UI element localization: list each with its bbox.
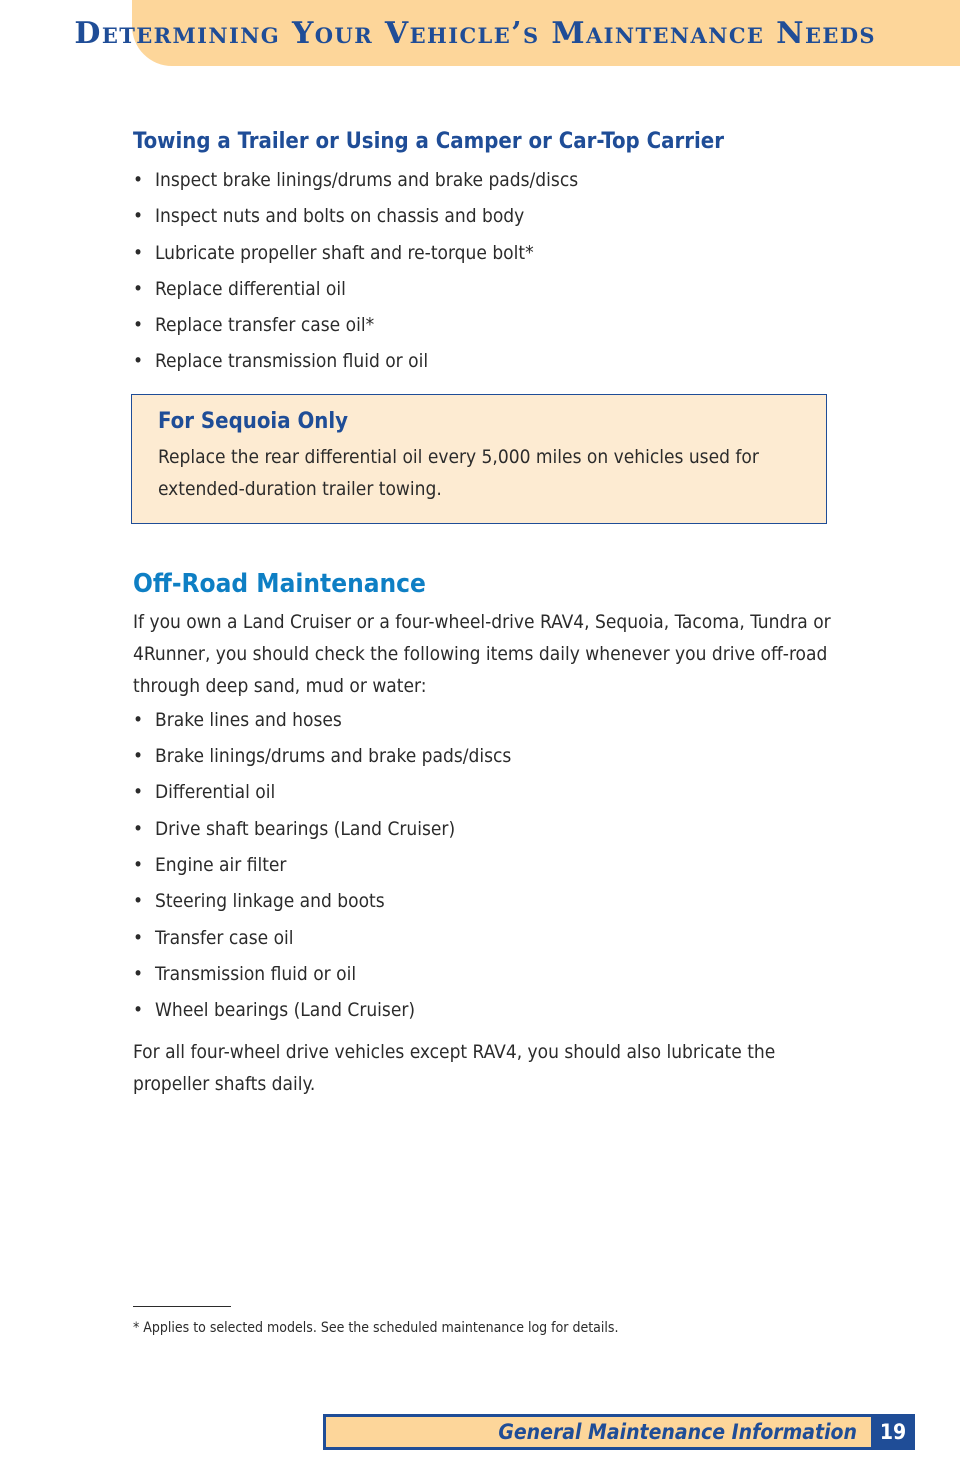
offroad-heading: Off-Road Maintenance — [133, 568, 426, 599]
offroad-closing: For all four-wheel drive vehicles except RAV4, you should also lubricate the propeller shafts daily. — [133, 1041, 776, 1096]
list-item: • Differential oil — [133, 774, 833, 810]
offroad-intro: If you own a Land Cruiser or a four-wheel-drive RAV4, Sequoia, Tacoma, Tundra or 4Runner, you should check the following items daily whenever you drive off-road through deep sand, mud or water: — [133, 610, 831, 697]
list-item: • Engine air filter — [133, 847, 833, 883]
header-band — [74, 0, 960, 66]
page-title: Determining Your Vehicle’s Maintenance Needs — [74, 16, 876, 51]
list-item: • Inspect nuts and bolts on chassis and body — [133, 198, 833, 234]
footer-bar — [323, 1414, 915, 1450]
callout-title: For Sequoia Only — [158, 408, 349, 434]
list-item: • Steering linkage and boots — [133, 883, 833, 919]
list-item: • Inspect brake linings/drums and brake pads/discs — [133, 162, 833, 198]
list-item: • Replace transfer case oil* — [133, 307, 833, 343]
callout-body: Replace the rear differential oil every 5,000 miles on vehicles used for extended-duration trailer towing. — [158, 445, 759, 500]
list-item: • Replace differential oil — [133, 271, 833, 307]
list-item: • Replace transmission fluid or oil — [133, 343, 833, 379]
sequoia-callout-box — [131, 394, 827, 524]
footnote: * Applies to selected models. See the scheduled maintenance log for details. — [133, 1320, 619, 1336]
offroad-section — [133, 566, 833, 1101]
page-number: 19 — [871, 1414, 915, 1450]
offroad-list — [133, 702, 833, 1029]
footnote-divider — [133, 1306, 231, 1307]
towing-heading: Towing a Trailer or Using a Camper or Car-Top Carrier — [133, 129, 724, 154]
list-item: • Drive shaft bearings (Land Cruiser) — [133, 811, 833, 847]
main-content — [133, 126, 833, 1100]
list-item: • Transmission fluid or oil — [133, 956, 833, 992]
list-item: • Wheel bearings (Land Cruiser) — [133, 992, 833, 1028]
towing-section — [133, 126, 833, 380]
towing-list — [133, 162, 833, 380]
list-item: • Brake lines and hoses — [133, 702, 833, 738]
list-item: • Lubricate propeller shaft and re-torque bolt* — [133, 235, 833, 271]
list-item: • Brake linings/drums and brake pads/discs — [133, 738, 833, 774]
footer-section-label: General Maintenance Information — [323, 1414, 871, 1450]
list-item: • Transfer case oil — [133, 920, 833, 956]
